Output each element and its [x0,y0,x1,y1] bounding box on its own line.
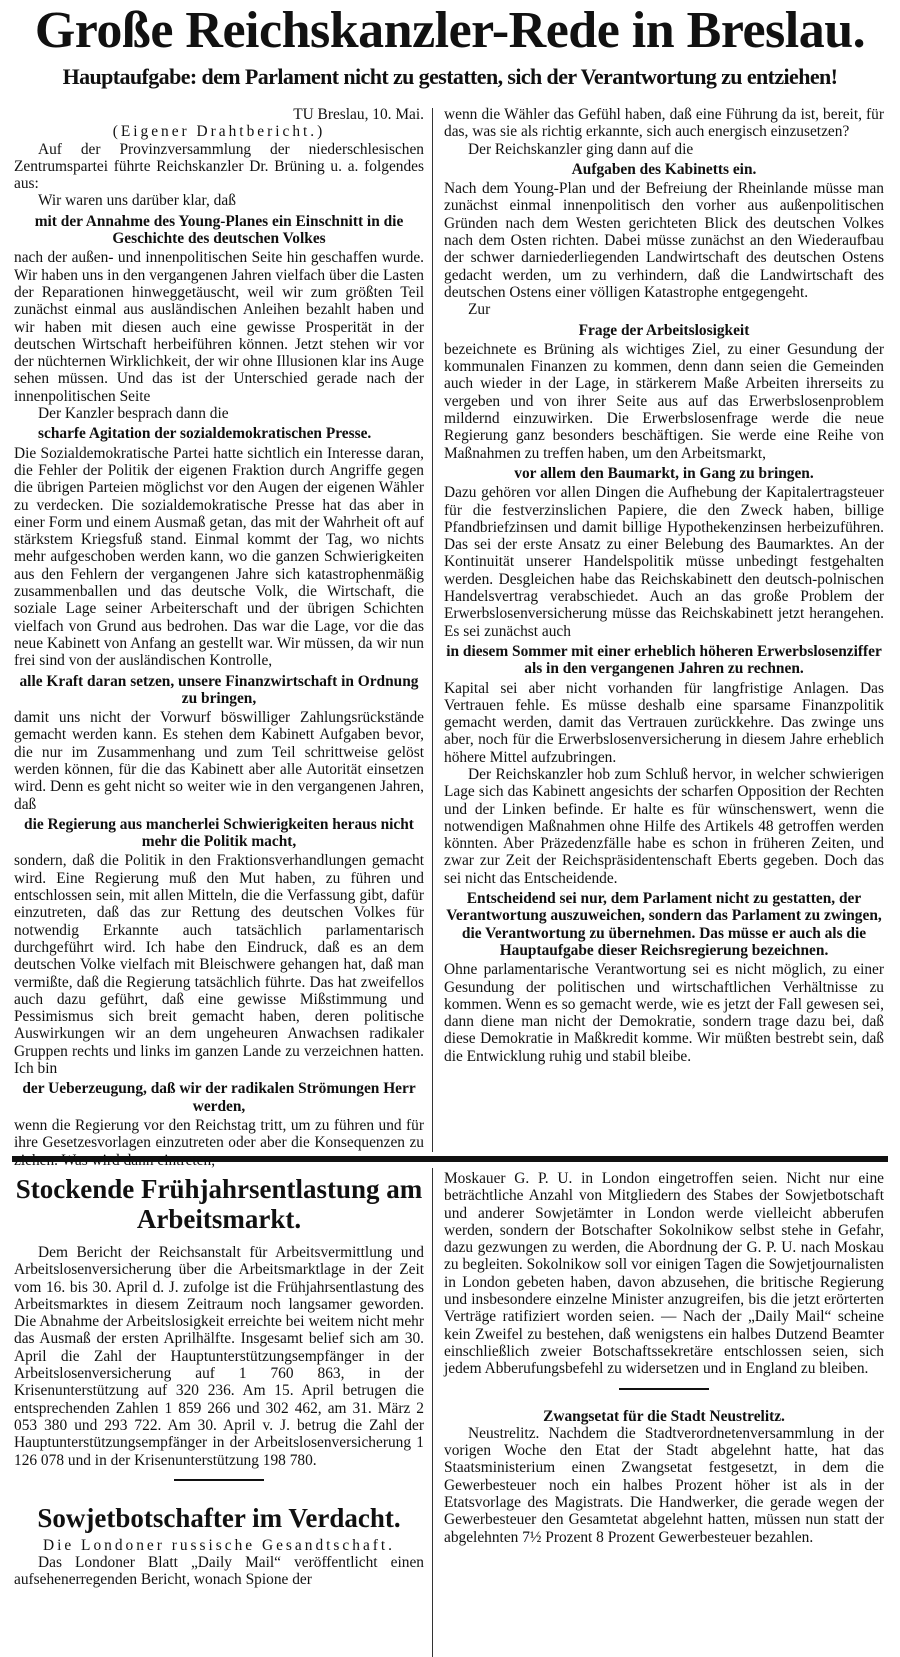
paragraph: Ohne parlamentarische Verantwortung sei es nicht möglich, zu einer Gesundung der politischen und wirtschaftlichen Verhältnisse zu kommen. Wenn es so gemacht werde, wie es jetzt der Fall gewesen sei, dann diene man nicht der Demokratie, sondern trage dazu bei, daß diese Demokratie in Maßkredit komme. Wir müßten bestrebt sein, daß die Entwicklung ruhig und stabil bleibe. [444,961,884,1065]
paragraph: Der Kanzler besprach dann die [38,405,229,423]
emphasis-heading: Aufgaben des Kabinetts ein. [571,160,757,178]
emphasis-heading: die Regierung aus mancherlei Schwierigkeiten heraus nicht mehr die Politik macht, [24,815,414,851]
emphasis-heading: Frage der Arbeitslosigkeit [578,321,750,339]
paragraph: nach der außen- und innenpolitischen Seite hin geschaffen wurde. Wir haben uns in den vergangenen Jahren vielfach über die Lasten der Reparationen hinweggetäuscht, weil wir zum größten Teil zunächst einmal aus ausländischen Anleihen bezahlt haben und wir haben mit diesen auch eine gewisse Prosperität in der deutschen Wirtschaft herbeiführen können. Jetzt stehen wir vor der nüchternen Wirklichkeit, der wir ohne Illusionen klar ins Auge sehen müssen. Und das ist der Unterschied gerade nach der innenpolitischen Seite [14,249,424,405]
paragraph: Das Londoner Blatt „Daily Mail“ veröffentlicht einen aufsehenerregenden Bericht, wonach Spione der [14,1554,424,1589]
dateline: TU Breslau, 10. Mai. [293,106,424,123]
lower-left-column [14,1170,424,1589]
main-article-left-column [14,106,424,1169]
lower-right-column [444,1170,884,1546]
page-subtitle: Hauptaufgabe: dem Parlament nicht zu gestatten, sich der Verantwortung zu entziehen! [62,64,838,89]
paragraph: Auf der Provinzversammlung der niederschlesischen Zentrumspartei führte Reichskanzler Dr. Brüning u. a. folgendes aus: [14,140,424,193]
paragraph: Der Reichskanzler ging dann auf die [468,140,694,158]
paragraph: Kapital sei aber nicht vorhanden für langfristige Anlagen. Das Vertrauen fehle. Es müsse deshalb eine sparsame Finanzpolitik gemacht werden, damit das Vertrauen zurückkehre. Das zwinge uns aber, noch für die Erwerbslosenversicherung in diesem Jahre erheblich höhere Mittel aufzubringen. [444,679,884,766]
article-headline: Sowjetbotschafter im Verdacht. [37,1502,401,1533]
column-divider-top [432,108,433,1152]
article-headline: Stockende Frühjahrsentlastung am Arbeitsmarkt. [15,1174,423,1234]
paragraph: damit uns nicht der Vorwurf böswilliger Zahlungsrückstände gemacht werden kann. Es stehen dem Kabinett Aufgaben bevor, die nur im Zusammenhang und zum Teil schrittweise gelöst werden können, für die das Kabinett aber alle Autorität einsetzen wird. Denn es geht nicht so weiter wie in den vergangenen Jahren, daß [14,709,424,813]
paragraph: Zur [468,301,491,319]
paragraph: wenn die Wähler das Gefühl haben, daß eine Führung da ist, bereit, für das, was sie als richtig erkannte, sich auch energisch einzusetzen? [444,106,884,141]
emphasis-heading: Entscheidend sei nur, dem Parlament nicht zu gestatten, der Verantwortung auszuweichen, sondern das Parlament zu zwingen, die Verantwortung zu übernehmen. Das müsse er auch als die Hauptaufgabe dieser Reichsregierung bezeichnen. [446,890,882,959]
paragraph: Wir waren uns darüber klar, daß [38,192,236,210]
paragraph: Dazu gehören vor allen Dingen die Aufhebung der Kapitalertragsteuer für die festverzinslichen Papiere, die den Zweck haben, billige Pfandbriefzinsen und damit billige Hypothekenzinsen herbeizuführen. Das sei der erste Ansatz zu einer Belebung des Baumarktes. An der Kontinuität unserer Handelspolitik müsse unbedingt festgehalten werden. Desgleichen habe das Reichskabinett den deutsch-polnischen Handelsvertrag verabschiedet. Auch an das große Problem der Erwerbslosenversicherung müsse das Reichskabinett jetzt herangehen. Es sei zunächst auch [444,484,884,640]
emphasis-heading: in diesem Sommer mit einer erheblich höheren Erwerbslosenziffer als in den vergangenen Jahren zu rechnen. [446,642,882,678]
paragraph: Der Reichskanzler hob zum Schluß hervor, in welcher schwierigen Lage sich das Kabinett angesichts der scharfen Opposition der Rechten und der Linken befinde. Er halte es für wünschenswert, wenn die notwendigen Maßnahmen ohne Hilfe des Artikels 48 getroffen werden könnten. Aber Präzedenzfälle habe es schon in früheren Zeiten, und zwar zur Zeit der Reichspräsidentenschaft Eberts gegeben. Doch das sei nicht das Entscheidende. [444,765,884,887]
subheading: (Eigener Drahtbericht.) [112,123,326,141]
paragraph: wenn die Regierung vor den Reichstag tritt, um zu führen und für ihre Gesetzesvorlagen einzutreten oder aber die Konsequenzen zu ziehen. Was wird dann eintreten, [14,1116,424,1169]
emphasis-heading: scharfe Agitation der sozialdemokratischen Presse. [38,425,372,443]
paragraph: bezeichnete es Brüning als wichtiges Ziel, zu einer Gesundung der kommunalen Finanzen zu kommen, denn dann seien die Gemeinden auch wieder in der Lage, in stärkerem Maße Arbeiten ihrerseits zu vergeben und von ihrer Seite aus auf das Erwerbslosenproblem mildernd einzuwirken. Die Erwerbslosenfrage werde die neue Regierung ganz besonders beschäftigen. Sie werde eine Reihe von Maßnahmen zu treffen haben, um den Arbeitsmarkt, [444,340,884,462]
emphasis-heading: alle Kraft daran setzen, unsere Finanzwirtschaft in Ordnung zu bringen, [19,672,419,707]
emphasis-heading: der Ueberzeugung, daß wir der radikalen Strömungen Herr werden, [22,1080,416,1115]
paragraph: Moskauer G. P. U. in London eingetroffen seien. Nicht nur eine beträchtliche Anzahl von Mitgliedern des Stabes der Sowjetbotschaft und anderer Sowjetämter in London werde vielleicht abberufen werden, sondern der Botschafter Sokolnikow selbst stehe in Gefahr, dazu gezwungen zu werden, die Abordnung der G. P. U. nach Moskau zu begleiten. Sokolnikow soll vor einigen Tagen die Sowjetjournalisten in London gebeten haben, davon abzusehen, die britische Regierung und insbesondere einzelne Minister anzugreifen, bis die jetzt erörterten Verträge ratifiziert worden seien. — Nach der „Daily Mail“ scheine kein Zweifel zu bestehen, daß wenigstens ein halbes Dutzend Beamter einschließlich zweier Botschaftssekretäre entschlossen seien, sich jedem Abberufungsbefehl zu widersetzen und in England zu bleiben. [444,1170,884,1378]
paragraph: Die Sozialdemokratische Partei hatte sichtlich ein Interesse daran, die Fehler der Politik der eigenen Fraktion durch Angriffe gegen die übrigen Parteien möglichst vor den Augen der eigenen Wähler zu verdecken. Die sozialdemokratische Presse hat das aber in einer Form und einem Ausmaß getan, das mit der Wahrheit oft auf stärkstem Kriegsfuß stand. Einmal kommt der Tag, wo nichts mehr aufgeschoben werden kann, wo die ganzen Schwierigkeiten aus den Fehlern der vergangenen Jahre sich katastrophenmäßig zusammenballen und das deutsche Volk, die Wirtschaft, die soziale Lage seiner Arbeiterschaft und der übrigen Schichten vielfach von Grund aus bedrohen. Das war die Lage, vor die das neue Kabinett von Anfang an gestellt war. Wir müssen, da wir nun frei sind von der ausländischen Kontrolle, [14,444,424,670]
paragraph: sondern, daß die Politik in den Fraktionsverhandlungen gemacht wird. Eine Regierung muß den Mut haben, zu führen und entschlossen sein, mit allen Mitteln, die die Verfassung gibt, dafür einzutreten, daß das zur Rettung des deutschen Volkes für notwendig Erkannte auch tatsächlich parlamentarisch durchgeführt wird. Ich habe den Eindruck, daß es an dem deutschen Volke vielfach mit Bleischwere gehangen hat, daß man vermißte, daß die Regierung tatsächlich führte. Das hat zweifellos auch dazu geführt, daß eine gewisse Mißstimmung und Pessimismus sich breit gemacht haben, deren politische Auswirkungen wir an dem ungeheuren Anwachsen radikaler Gruppen rechts und links im ganzen Lande zu verzeichnen hatten. Ich bin [14,852,424,1078]
paragraph: Nach dem Young-Plan und der Befreiung der Rheinlande müsse man zunächst einmal innenpolitisch den vorher aus außenpolitischen Gründen nach dem Westen gerichteten Blick des deutschen Volkes nach dem Osten richten. Dabei müsse zunächst an den Wiederaufbau der schwer darniederliegenden Landwirtschaft des deutschen Ostens gedacht werden, um zu verhindern, daß die Landwirtschaft des deutschen Ostens einer völligen Katastrophe entgegengeht. [444,180,884,301]
emphasis-heading: vor allem den Baumarkt, in Gang zu bringen. [514,464,814,482]
short-rule [619,1388,709,1390]
column-divider-bottom [432,1168,433,1657]
short-rule [174,1479,264,1481]
paragraph: Neustrelitz. Nachdem die Stadtverordnetenversammlung in der vorigen Woche den Etat der Stadt abgelehnt hatte, hat das Staatsministerium einen Zwangsetat festgesetzt, in dem die Gewerbesteuer noch ein halbes Prozent höher ist als in der Etatsvorlage des Magistrats. Die Handwerker, die gerade wegen der Gewerbesteuer den Gesamtetat abgelehnt hatten, müssen nun statt der abgelehnten 7½ Prozent 8 Prozent Gewerbesteuer bezahlen. [444,1424,884,1546]
paragraph: Dem Bericht der Reichsanstalt für Arbeitsvermittlung und Arbeitslosenversicherung über die Arbeitsmarktlage in der Zeit vom 16. bis 30. April d. J. zufolge ist die Frühjahrsentlastung des Arbeitsmarktes in diesem Zeitraum noch langsamer geworden. Die Abnahme der Arbeitslosigkeit erreichte bei weitem nicht mehr das Ausmaß der ersten Aprilhälfte. Insgesamt belief sich am 30. April die Zahl der Hauptunterstützungsempfänger in der Arbeitslosenversicherung auf 1 760 863, in der Krisenunterstützung auf 320 236. Am 15. April betrugen die entsprechenden Zahlen 1 859 266 und 302 462, am 31. März 2 053 380 und 293 722. Am 30. April v. J. betrug die Zahl der Hauptunterstützungsempfänger in der Arbeitslosenversicherung 1 126 078 und in der Krisenunterstützung 198 780. [14,1244,424,1469]
subheading: Die Londoner russische Gesandtschaft. [42,1536,396,1554]
article-headline: Zwangsetat für die Stadt Neustrelitz. [543,1407,785,1425]
main-article-right-column [444,106,884,1065]
page-headline: Große Reichskanzler-Rede in Breslau. [34,2,866,59]
emphasis-heading: mit der Annahme des Young-Planes ein Einschnitt in die Geschichte des deutschen Volkes [34,212,404,248]
